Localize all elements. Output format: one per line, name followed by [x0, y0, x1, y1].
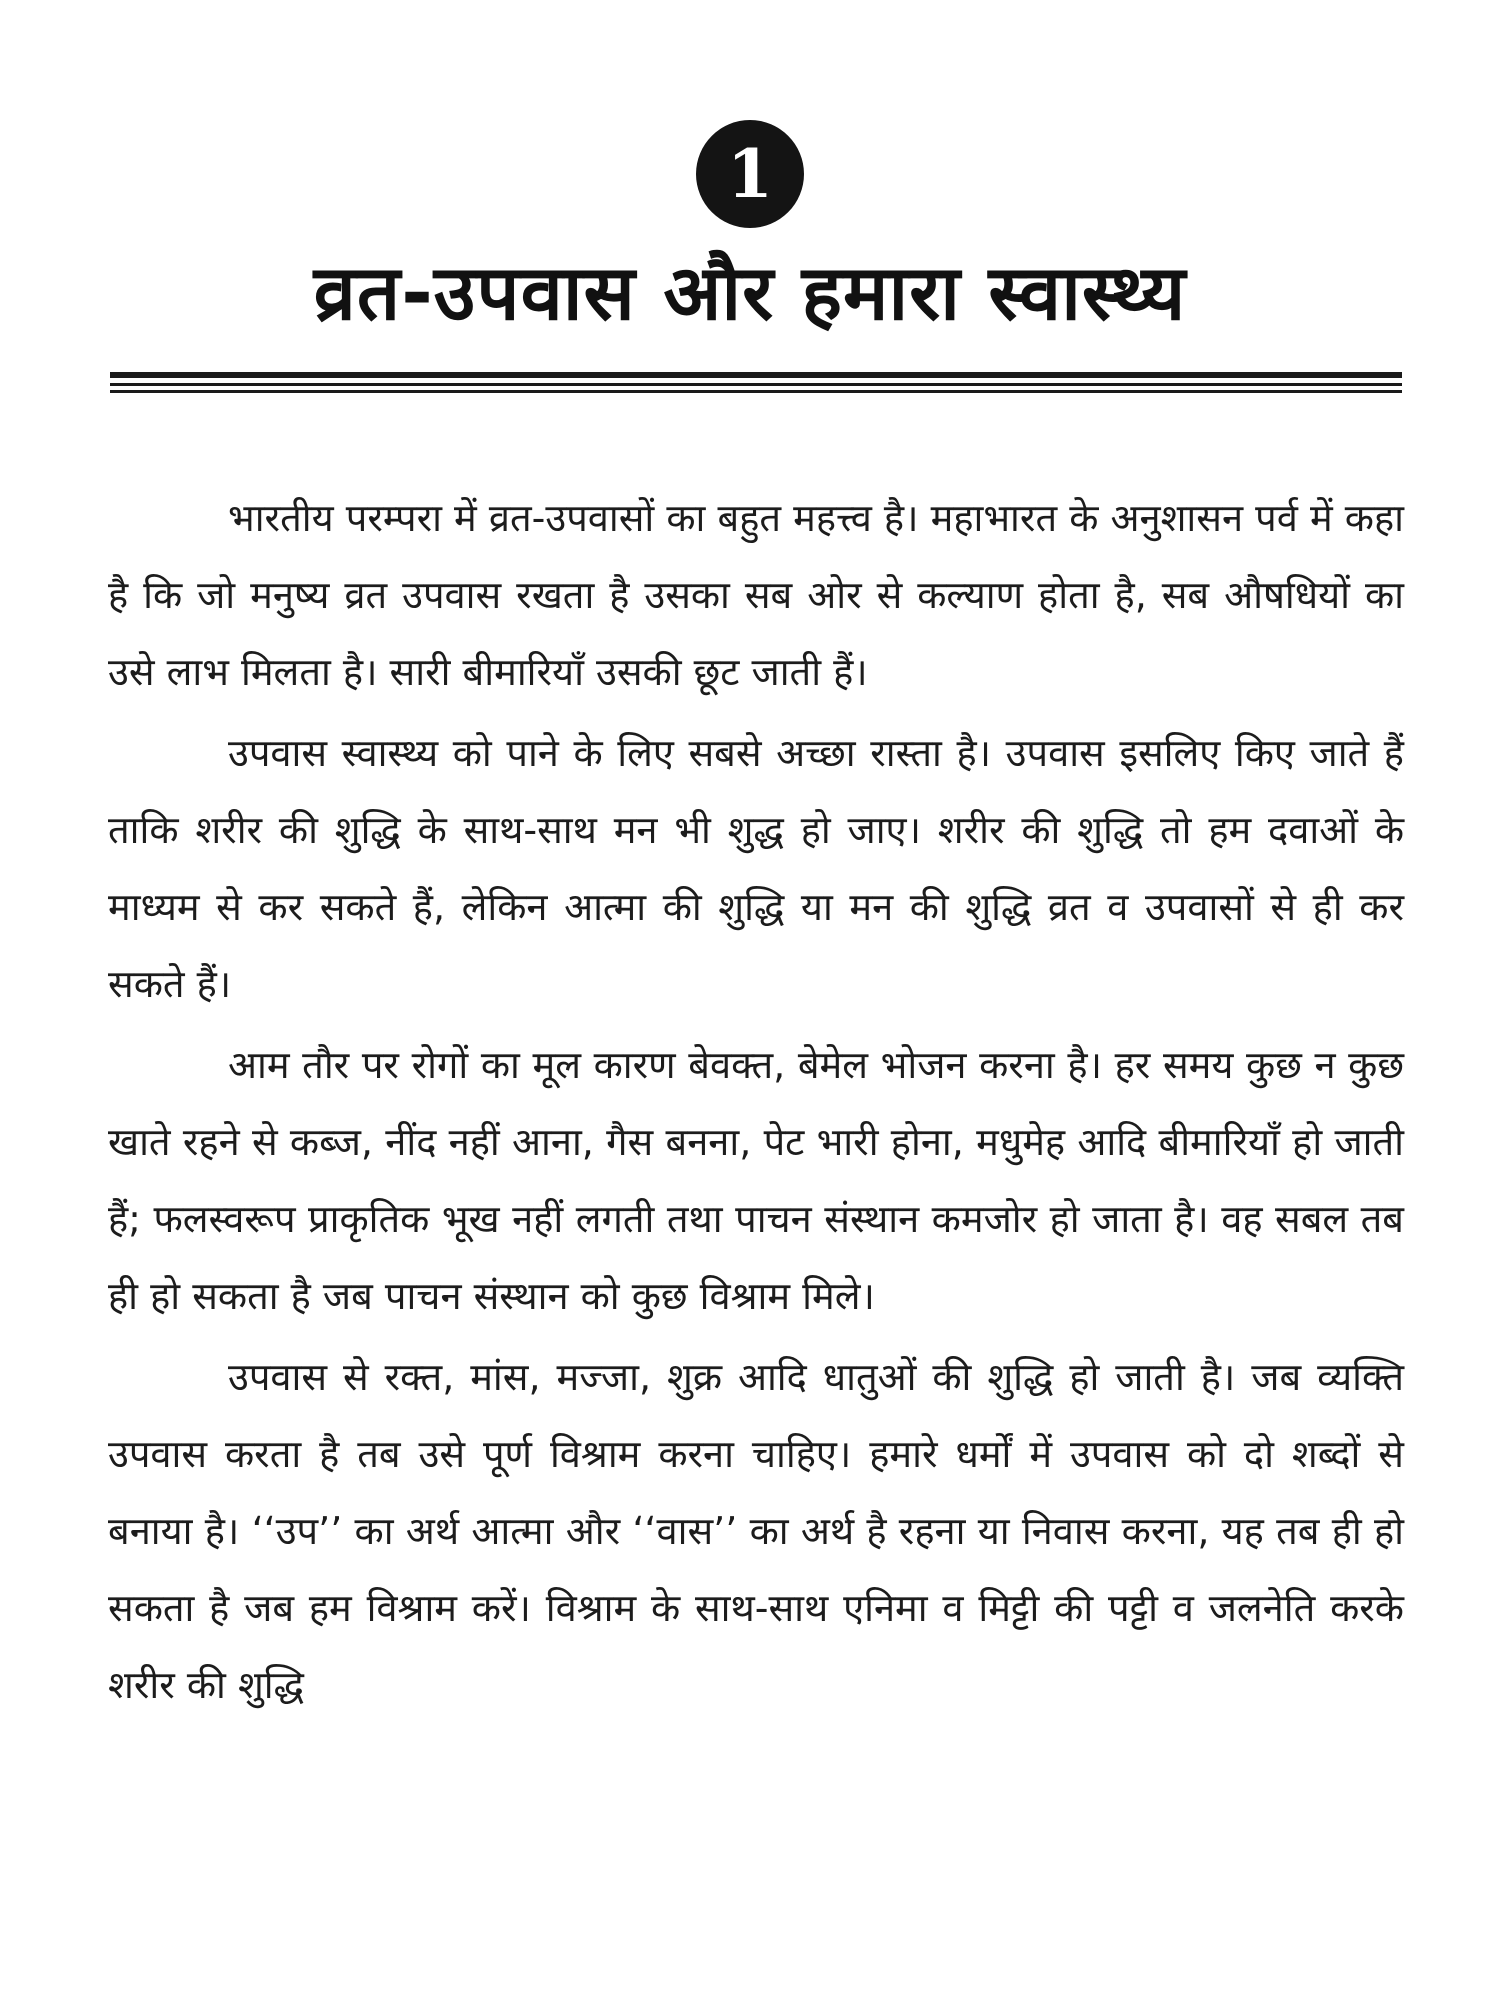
- divider-line-thick: [110, 372, 1402, 378]
- paragraph-4: उपवास से रक्त, मांस, मज्जा, शुक्र आदि धातुओं की शुद्धि हो जाती है। जब व्यक्ति उपवास करता है तब उसे पूर्ण विश्राम करना चाहिए। हमारे धर्मों में उपवास को दो शब्दों से बनाया है। ‘‘उप’’ का अर्थ आत्मा और ‘‘वास’’ का अर्थ है रहना या निवास करना, यह तब ही हो सकता है जब हम विश्राम करें। विश्राम के साथ-साथ एनिमा व मिट्टी की पट्टी व जलनेति करके शरीर की शुद्धि: [108, 1355, 1404, 1707]
- divider-line-thin: [110, 390, 1402, 393]
- title-divider: [110, 372, 1402, 394]
- paragraph-1: भारतीय परम्परा में व्रत-उपवासों का बहुत महत्त्व है। महाभारत के अनुशासन पर्व में कहा है कि जो मनुष्य व्रत उपवास रखता है उसका सब ओर से कल्याण होता है, सब औषधियों का उसे लाभ मिलता है। सारी बीमारियाँ उसकी छूट जाती हैं।: [108, 496, 1404, 694]
- chapter-body: [108, 480, 1404, 1724]
- paragraph-3: आम तौर पर रोगों का मूल कारण बेवक्त, बेमेल भोजन करना है। हर समय कुछ न कुछ खाते रहने से कब्ज, नींद नहीं आना, गैस बनना, पेट भारी होना, मधुमेह आदि बीमारियाँ हो जाती हैं; फलस्वरूप प्राकृतिक भूख नहीं लगती तथा पाचन संस्थान कमजोर हो जाता है। वह सबल तब ही हो सकता है जब पाचन संस्थान को कुछ विश्राम मिले।: [108, 1043, 1404, 1318]
- chapter-number-badge: 1: [696, 120, 804, 228]
- chapter-title: व्रत-उपवास और हमारा स्वास्थ्य: [313, 248, 1187, 337]
- paragraph-2: उपवास स्वास्थ्य को पाने के लिए सबसे अच्छा रास्ता है। उपवास इसलिए किए जाते हैं ताकि शरीर की शुद्धि के साथ-साथ मन भी शुद्ध हो जाए। शरीर की शुद्धि तो हम दवाओं के माध्यम से कर सकते हैं, लेकिन आत्मा की शुद्धि या मन की शुद्धि व्रत व उपवासों से ही कर सकते हैं।: [108, 731, 1404, 1006]
- divider-line-thin: [110, 383, 1402, 386]
